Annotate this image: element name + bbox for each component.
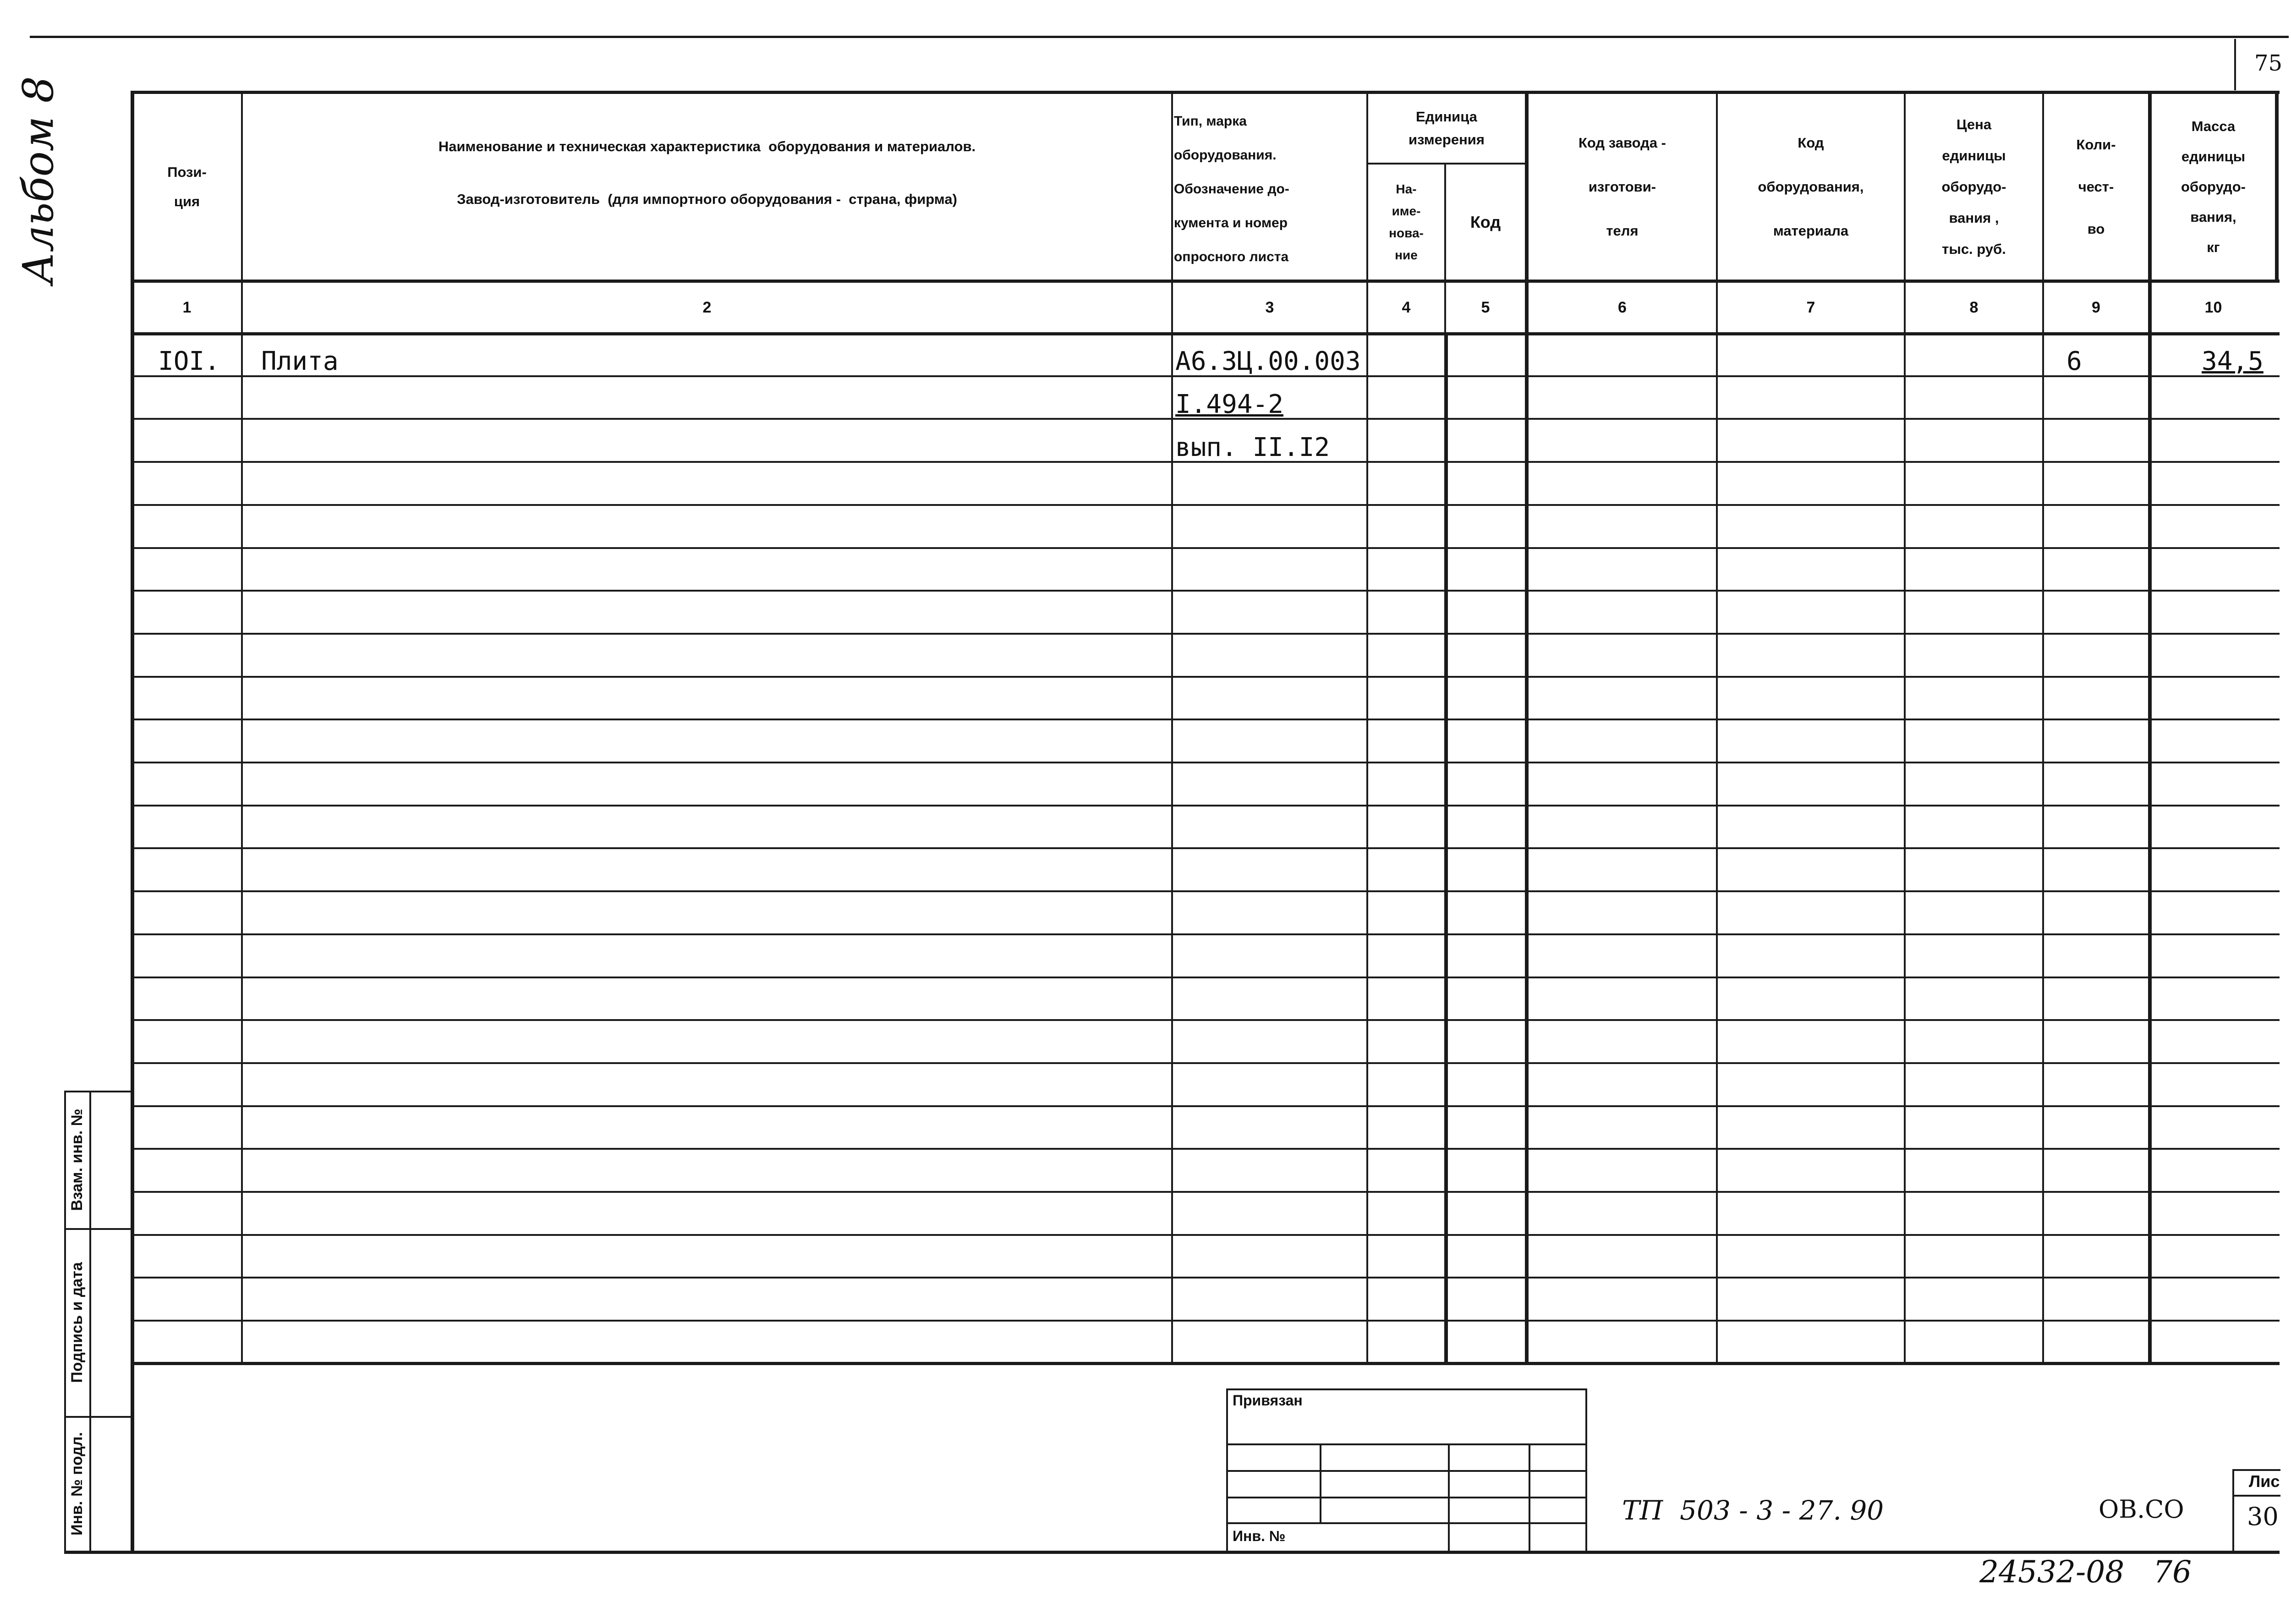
row-separator <box>131 1191 2280 1193</box>
side-stamp-inv-podl: Инв. № подл. <box>68 1432 86 1536</box>
colnum-5: 5 <box>1481 298 1490 316</box>
col-divider-7 <box>1904 91 1906 1365</box>
sheet-box-divider <box>2232 1495 2280 1497</box>
album-label: Альбом 8 <box>14 76 63 284</box>
col-divider-5 <box>1525 91 1529 1365</box>
row1-name: Плита <box>261 346 339 376</box>
row-separator <box>131 977 2280 978</box>
stamp-top-line <box>1226 1388 1586 1390</box>
row2-type: I.494-2 <box>1175 390 1284 419</box>
frame-bottom-line <box>64 1551 2280 1554</box>
doc-code: ТП 503 - 3 - 27. 90 <box>1622 1495 1884 1526</box>
doc-mark: ОВ.СО <box>2099 1495 2184 1524</box>
header-unit-group: Единица измерения <box>1409 109 1485 148</box>
stamp-privyazan: Привязан <box>1233 1392 1303 1409</box>
colnum-2: 2 <box>702 298 712 316</box>
colnum-4: 4 <box>1402 298 1411 316</box>
stamp-inv-no: Инв. № <box>1233 1528 1286 1544</box>
row1-position: IOI. <box>158 346 220 376</box>
col-divider-6 <box>1716 91 1718 1365</box>
top-border-line <box>30 36 2289 38</box>
stamp-right-line <box>1585 1388 1587 1553</box>
col-divider-1 <box>241 91 243 1365</box>
bold-frame-top <box>1444 332 2152 335</box>
row-separator <box>131 847 2280 849</box>
header-unit-name: На- име- нова- ние <box>1389 182 1424 262</box>
row1-quantity: 6 <box>2066 346 2082 376</box>
sheet-number: 30 <box>2247 1502 2279 1531</box>
row-separator <box>131 719 2280 720</box>
bottom-number: 24532-08 76 <box>1979 1554 2192 1590</box>
sheet-label: Лис <box>2249 1472 2280 1491</box>
col-divider-9 <box>2148 91 2152 1365</box>
col-divider-right <box>2275 91 2279 280</box>
row-separator <box>131 1019 2280 1021</box>
row-separator <box>131 633 2280 635</box>
row-separator <box>131 1148 2280 1150</box>
row-separator <box>131 805 2280 807</box>
colnum-3: 3 <box>1265 298 1274 316</box>
row-separator <box>131 590 2280 592</box>
row1-mass: 34,5 <box>2202 346 2264 376</box>
stamp-col-2 <box>1448 1443 1450 1551</box>
row-separator <box>131 762 2280 763</box>
header-price: Цена единицы оборудо- вания , тыс. руб. <box>1941 116 2006 257</box>
stamp-col-1 <box>1320 1443 1321 1524</box>
stamp-line-2 <box>1226 1443 1586 1445</box>
row-separator <box>131 504 2280 506</box>
colnum-1: 1 <box>182 298 192 316</box>
header-mass: Масса единицы оборудо- вания, кг <box>2181 118 2246 255</box>
header-position: Пози- ция <box>167 164 207 209</box>
side-stamp-podpis: Подпись и дата <box>68 1262 86 1383</box>
table-top-border <box>131 91 2280 94</box>
stamp-left-line <box>1226 1388 1228 1553</box>
row-separator <box>131 1105 2280 1107</box>
row-separator <box>131 676 2280 678</box>
colnum-10: 10 <box>2204 298 2222 316</box>
row-separator <box>131 1320 2280 1322</box>
header-bottom-line <box>131 280 2280 283</box>
stamp-col-3 <box>1529 1443 1530 1551</box>
row-separator <box>131 1277 2280 1278</box>
colnum-7: 7 <box>1806 298 1815 316</box>
row-separator <box>131 933 2280 935</box>
header-quantity: Коли- чест- во <box>2076 136 2116 237</box>
header-unit-code: Код <box>1470 213 1501 231</box>
corner-box-left-line <box>2234 39 2236 90</box>
side-strip-inner <box>89 1091 91 1553</box>
col-divider-3 <box>1366 91 1368 1365</box>
header-maker-code: Код завода - изготови- теля <box>1578 134 1666 239</box>
sheet-box-top <box>2232 1469 2280 1471</box>
row3-type: вып. II.I2 <box>1175 433 1330 462</box>
corner-page-number: 75 <box>2254 50 2283 76</box>
stamp-line-3 <box>1226 1470 1586 1472</box>
header-name-line1: Наименование и техническая характеристика оборудования и материалов. <box>438 138 976 154</box>
col-divider-2 <box>1171 91 1173 1365</box>
table-body-bottom <box>131 1362 2280 1365</box>
header-name-line2: Завод-изготовитель (для импортного оборудования - страна, фирма) <box>457 191 957 207</box>
colnum-8: 8 <box>1969 298 1979 316</box>
header-type: Тип, марка оборудования. Обозначение до- кумента и номер опросного листа <box>1174 113 1289 264</box>
row-separator <box>131 1062 2280 1064</box>
col-divider-8 <box>2042 91 2044 1365</box>
colnum-9: 9 <box>2092 298 2100 316</box>
row-separator <box>131 890 2280 892</box>
header-equipment-code: Код оборудования, материала <box>1758 134 1864 239</box>
stamp-line-5 <box>1226 1522 1586 1524</box>
colnum-6: 6 <box>1618 298 1627 316</box>
side-stamp-vzam: Взам. инв. № <box>68 1108 86 1211</box>
stamp-line-4 <box>1226 1497 1586 1498</box>
row-separator <box>131 547 2280 549</box>
row-separator <box>131 1234 2280 1236</box>
row1-type: А6.3Ц.00.003 <box>1175 346 1361 376</box>
sheet-box-left <box>2232 1469 2234 1552</box>
